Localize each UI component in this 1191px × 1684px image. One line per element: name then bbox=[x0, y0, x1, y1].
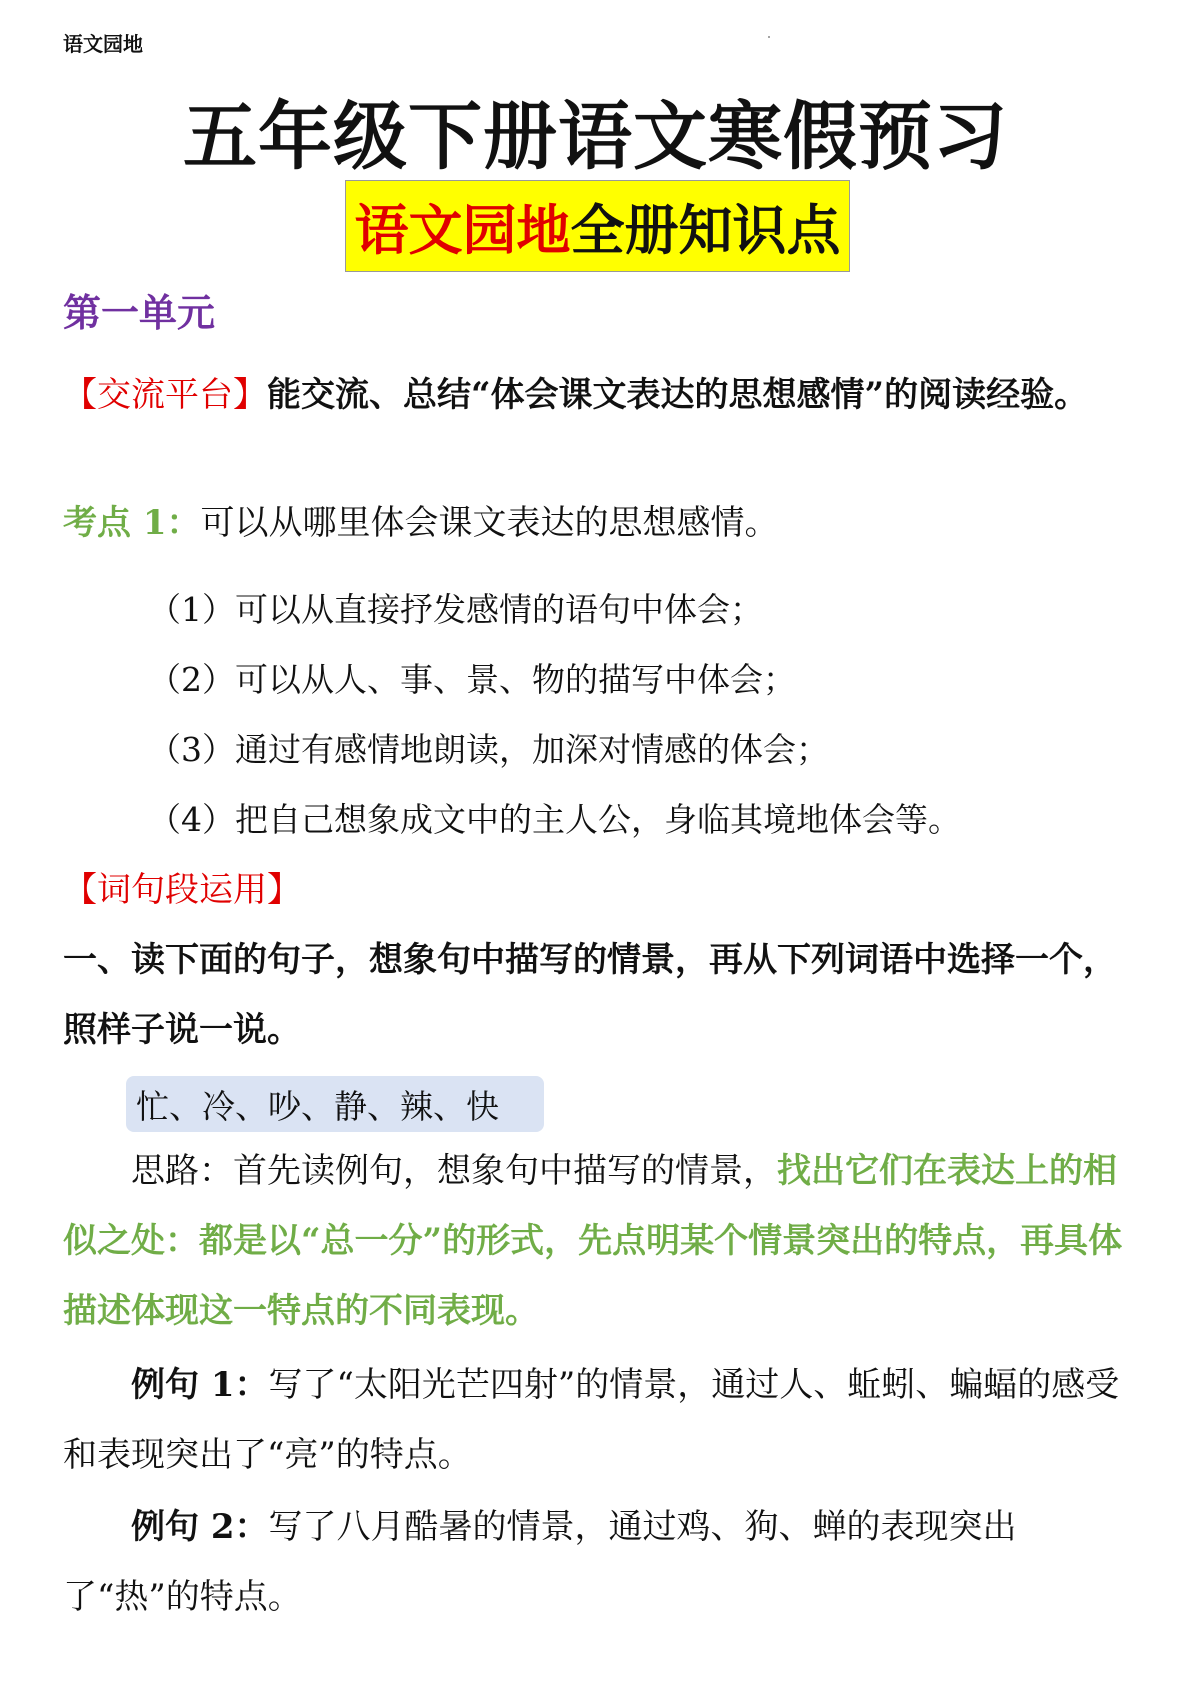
usage-tag: 【词句段运用】 bbox=[63, 870, 301, 910]
decorative-dot bbox=[768, 36, 770, 38]
example1-text: 写了“太阳光芒四射”的情景，通过人、蚯蚓、蝙蝠的感受和表现突出了“亮”的特点。 bbox=[63, 1365, 1120, 1475]
exchange-paragraph bbox=[63, 360, 1133, 430]
subtitle-banner bbox=[345, 180, 850, 272]
exchange-tag: 【交流平台】 bbox=[63, 375, 267, 415]
word-list-box: 忙、冷、吵、静、辣、快 bbox=[126, 1076, 544, 1132]
subtitle-red-part: 语文园地 bbox=[354, 198, 571, 262]
test-point-item: （3）通过有感情地朗读，加深对情感的体会； bbox=[148, 730, 829, 769]
example2-paragraph bbox=[63, 1492, 1133, 1632]
test-point-label: 考点 1： bbox=[63, 503, 201, 543]
thinking-plain: 首先读例句，想象句中描写的情景， bbox=[233, 1151, 777, 1191]
example2-label: 例句 2： bbox=[131, 1507, 269, 1547]
thinking-paragraph bbox=[63, 1136, 1133, 1346]
example2-text: 写了八月酷暑的情景，通过鸡、狗、蝉的表现突出了“热”的特点。 bbox=[63, 1507, 1017, 1617]
example1-paragraph bbox=[63, 1350, 1133, 1490]
thinking-green: 找出它们在表达上的相似之处：都是以“总一分”的形式，先点明某个情景突出的特点，再具体描述体现这一特点的不同表现。 bbox=[63, 1151, 1123, 1331]
usage-question: 一、读下面的句子，想象句中描写的情景，再从下列词语中选择一个，照样子说一说。 bbox=[63, 940, 1117, 1050]
test-point-text: 可以从哪里体会课文表达的思想感情。 bbox=[200, 503, 779, 543]
example1-label: 例句 1： bbox=[131, 1365, 269, 1405]
unit-heading: 第一单元 bbox=[63, 291, 216, 335]
subtitle-black-part: 全册知识点 bbox=[570, 198, 841, 262]
test-point-item: （4）把自己想象成文中的主人公，身临其境地体会等。 bbox=[148, 800, 961, 839]
thinking-label: 思路： bbox=[131, 1151, 233, 1191]
page-title: 五年级下册语文寒假预习 bbox=[183, 94, 1008, 180]
test-point-item: （1）可以从直接抒发感情的语句中体会； bbox=[148, 590, 763, 629]
exchange-text: 能交流、总结“体会课文表达的思想感情”的阅读经验。 bbox=[267, 375, 1089, 415]
header-label: 语文园地 bbox=[63, 32, 143, 56]
test-point-paragraph bbox=[63, 498, 1133, 548]
test-point-item: （2）可以从人、事、景、物的描写中体会； bbox=[148, 660, 796, 699]
